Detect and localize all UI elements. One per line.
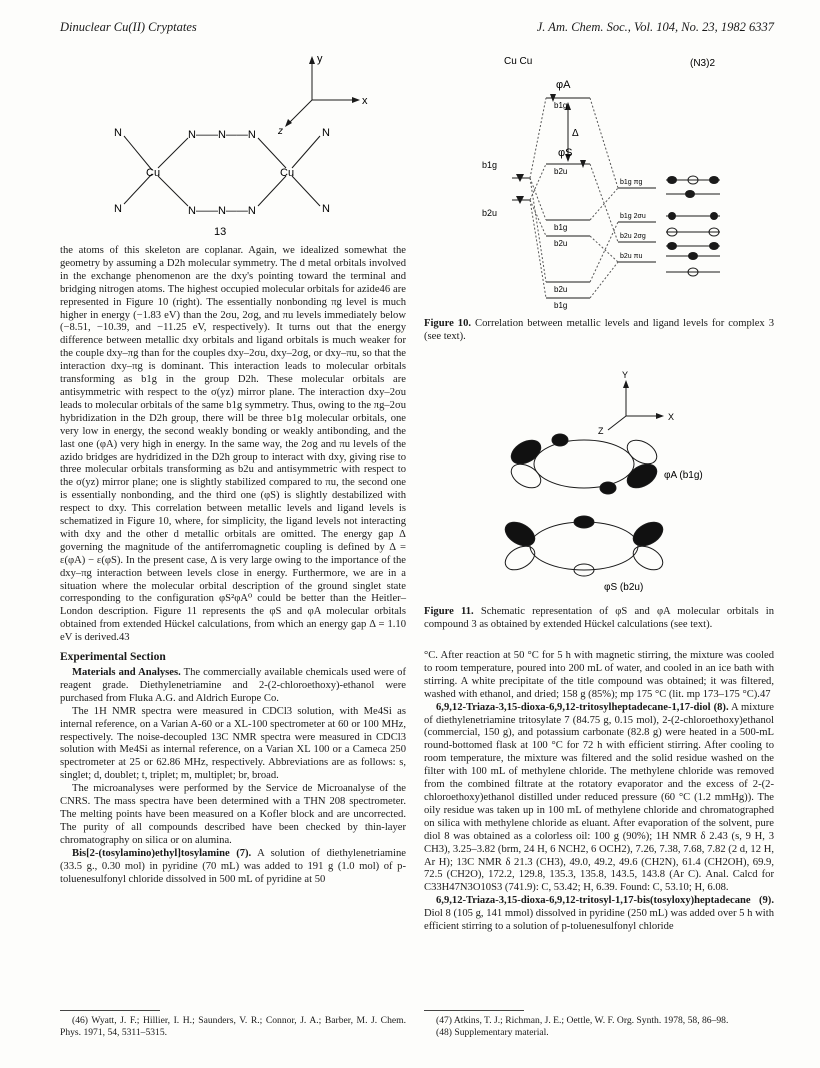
- section-title: Experimental Section: [60, 651, 166, 664]
- axis-z-label: z: [278, 126, 283, 137]
- phi-s-label: φS (b2u): [604, 582, 644, 593]
- body-paragraph: °C. After reaction at 50 °C for 5 h with magnetic stirring, the mixture was cooled to room temperature, poured into 200 mL of water, and cooled in an ice bath with stirring. A white precipitate of the title compound was obtained; it was filtered, washed with ethanol, and dried; 158 g (85%); mp 175 °C (lit. mp 173–175 °C).47: [424, 650, 774, 700]
- body-paragraph: [60, 848, 406, 887]
- running-header-right: J. Am. Chem. Soc., Vol. 104, No. 23, 1982 6337: [536, 20, 774, 34]
- ligand-label-b2u-2sg: b2u 2σg: [620, 233, 646, 240]
- metal-label-b2u: b2u: [482, 208, 498, 218]
- figure-10-caption: [424, 318, 774, 344]
- paragraph-text: Diol 8 (105 g, 141 mmol) dissolved in pyridine (250 mL) was added over 5 h with efficient stirring to a solution of p-toluenesulfonyl chloride: [424, 908, 774, 933]
- mo-label-b1g-top: b1g: [554, 101, 568, 110]
- label-cu-cu: Cu Cu: [504, 56, 533, 67]
- axis-x-label: x: [362, 95, 368, 107]
- mo-label-phi-s: φS: [558, 147, 573, 159]
- paragraph-text: The commercially available chemicals used were of reagent grade. Diethylenetriamine and 2-(2-chloroethoxy)-ethanol were purchased from Fluka A.G. and Aldrich Europe Co.: [60, 667, 406, 704]
- footnote-46: (46) Wyatt, J. F.; Hillier, I. H.; Saunders, V. R.; Connor, J. A.; Barber, M. J. Chem. Phys. 1971, 54, 5311–5315.: [60, 1015, 406, 1038]
- mo-label-b2u-mid: b2u: [554, 239, 568, 248]
- figure-11-caption: [424, 606, 774, 632]
- run-in-heading: 6,9,12-Triaza-3,15-dioxa-6,9,12-tritosyl-1,17-bis(tosyloxy)heptadecane (9).: [436, 895, 774, 907]
- body-paragraph: The microanalyses were performed by the Service de Microanalyse of the CNRS. The mass spectra have been determined with a THN 208 spectrometer. The melting points have been measured on a Kofler block and are uncorrected. The purity of all compounds described have been checked by thin-layer chromatography on silica or on alumina.: [60, 783, 406, 846]
- mo-label-b2u-low: b2u: [554, 285, 568, 294]
- running-header-left: Dinuclear Cu(II) Cryptates: [60, 20, 197, 34]
- mo-label-b1g-mid: b1g: [554, 223, 568, 232]
- run-in-heading: Materials and Analyses.: [72, 667, 181, 678]
- mo-label-b2u-upper: b2u: [554, 167, 568, 176]
- fig11-axis-x-label: X: [668, 412, 675, 422]
- left-column: [60, 245, 406, 886]
- azide-bridge-bottom: N——N——N: [188, 205, 256, 217]
- fig11-axis-y-label: Y: [622, 370, 629, 380]
- figure-11-diagram: [480, 370, 740, 596]
- run-in-heading: 6,9,12-Triaza-3,15-dioxa-6,9,12-tritosylheptadecane-1,17-diol (8).: [436, 701, 729, 713]
- footnote-rule: [424, 1010, 524, 1011]
- phi-a-label: φA (b1g): [664, 470, 703, 481]
- ligand-label-b2u-piu: b2u πu: [620, 253, 643, 260]
- footnotes-left: [60, 1010, 406, 1038]
- label-azide-pair: (N3)2: [690, 58, 716, 69]
- body-paragraph: [60, 667, 406, 706]
- paragraph-text: A solution of diethylenetriamine (33.5 g., 0.30 mol) in pyridine (70 mL) was added to 191 g (1.0 mol) of p-toluenesulfonyl chloride dissolved in 500 mL of pyridine at 50: [60, 847, 406, 885]
- footnotes-right: [424, 1010, 774, 1038]
- figure-10-caption-text: Correlation between metallic levels and ligand levels for complex 3 (see text).: [424, 318, 774, 342]
- atom-cu-left: Cu: [146, 167, 161, 179]
- right-column: [424, 650, 774, 934]
- run-in-heading: Bis[2-(tosylamino)ethyl]tosylamine (7).: [72, 847, 252, 859]
- paragraph-text: A mixture of diethylenetriamine tritosylate 7 (84.75 g, 0.15 mol), 2-(2-chloroethoxy)ethanol (commercial, 150 g), and potassium carbonate (82.8 g) were heated in a 500-mL round-bottomed flask at 100 °C for 72 h with efficient stirring. After cooling to room temperature, the mixture was filtered and the solid residue washed on the filter with 100 mL of methylene chloride. The methylene chloride was removed from the combined filtrate at the rotatory evaporator and the excess of 2-(2-chloroethoxy)ethanol distilled under reduced pressure (60 °C (1.2 mmHg)). The oily residue was taken up in 100 mL of methylene chloride and chromatographed on silica with methylene chloride as eluant. After evaporation of the solvent, pure diol 8 was obtained as a colorless oil: 100 g (90%); 1H NMR δ 2.43 (s, 9 H, 3 CH3), 3.25–3.82 (brm, 24 H, 6 NCH2, 6 OCH2), 7.26, 7.38, 7.68, 7.82 (2 d, 12 H, Ar H); 13C NMR δ 21.3 (CH3), 49.0, 49.2, 49.6 (CH2N), 61.4 (CH2OH), 69.9, 72.5 (CH2O), 172.2, 129.8, 135.3, 135.8, 143.5, 143.8 (Ar C). Anal. Calcd for C33H47N3O10S3 (741.9): C, 53.42; H, 6.39. Found: C, 53.10; H, 6.08.: [424, 701, 774, 894]
- axis-y-label: y: [317, 53, 323, 65]
- atom-n-terminal-tl: N: [114, 127, 122, 139]
- body-paragraph: [424, 702, 774, 896]
- metal-label-b1g: b1g: [482, 160, 498, 170]
- atom-n-terminal-br: N: [322, 203, 330, 215]
- structure-13-diagram: [100, 52, 380, 237]
- azide-bridge-top: N——N——N: [188, 129, 256, 141]
- mo-label-b1g-low: b1g: [554, 301, 568, 310]
- footnote-47: (47) Atkins, T. J.; Richman, J. E.; Oettle, W. F. Org. Synth. 1978, 58, 86–98.: [436, 1015, 729, 1026]
- fig11-axis-z-label: Z: [598, 426, 604, 436]
- body-paragraph: [424, 895, 774, 934]
- atom-n-terminal-tr: N: [322, 127, 330, 139]
- ligand-label-b1g-2su: b1g 2σu: [620, 213, 646, 220]
- figure-10-diagram: [480, 50, 740, 310]
- mo-label-phi-a: φA: [556, 79, 571, 91]
- figure-11-caption-text: Schematic representation of φS and φA molecular orbitals in compound 3 as obtained by extended Hückel calculations (see text).: [424, 606, 775, 630]
- atom-n-terminal-bl: N: [114, 203, 122, 215]
- compound-number: 13: [214, 226, 227, 238]
- figure-10-caption-label: Figure 10.: [424, 318, 472, 329]
- delta-label: Δ: [572, 128, 579, 139]
- body-paragraph: the atoms of this skeleton are coplanar. Again, we idealized somewhat the geometry by assuming a D2h molecular symmetry. The d metal orbitals involved in the exchange phenomenon are the dxy's pointing toward the terminal and bridging nitrogen atoms. The highest occupied molecular orbitals for azide46 are represented in Figure 10 (right). The essentially nonbonding πg level is much higher in energy (−1.83 eV) than the 2σu, 2σg, and πu levels immediately below (−8.51, −10.39, and −11.25 eV, respectively). It turns out that the energy difference between metallic dxy orbitals and ligand orbitals is much weaker for the couple dxy–πg than for the couples dxy–2σu, dxy–2σg, or dxy–πu, so that the interaction dxy–πg is dominant. This interaction leads to molecular orbitals transforming as b1g in the group D2h. These molecular orbitals are antisymmetric with respect to the σ(yz) mirror plane. The interaction dxy–2σu leads to molecular orbitals of the same b1g symmetry. Thus, owing to the πg–2σu hybridization in the D2h group, there will be three b1g molecular orbitals, one very low in energy, the second weakly bonding or weakly antibonding, and the last one (φA) very high in energy. In the same way, the 2σg and πu levels of the azido bridges are hydridized in the D2h group to interact with dxy, giving rise to three molecular orbitals transforming as b2u and antisymmetric with respect to the σ(yz) mirror plane; one is slightly stabilized compared to πu, the second one is essentially nonbonding, and the third one (φS) is slightly destabilized with respect to dxy. This correlation between metallic levels and ligand levels is schematized in Figure 10, where, for simplicity, the ligand levels not interacting with dxy and the other d metallic orbitals are omitted. The energy gap Δ governing the magnitude of the antiferromagnetic coupling is defined by Δ = ε(φA) − ε(φS). In the present case, Δ is very large owing to the importance of the dxy–πg interaction between levels close in energy. Furthermore, we are in a situation where the molecular orbital description of the ground singlet state corresponding to the configuration φS²φA⁰ could be better than the Heitler–London description. Figure 11 represents the φS and φA molecular orbitals obtained from extended Hückel calculations, from which an energy gap Δ = 1.10 eV is derived.43: [60, 245, 406, 644]
- footnote-48: (48) Supplementary material.: [436, 1026, 549, 1038]
- footnote-rule: [60, 1010, 160, 1011]
- atom-cu-right: Cu: [280, 167, 295, 179]
- ligand-label-b1g-pig: b1g πg: [620, 179, 643, 186]
- body-paragraph: The 1H NMR spectra were measured in CDCl3 solution, with Me4Si as internal reference, on a Varian A-60 or a XL-100 spectrometer at 60 or 100 MHz, respectively. The noise-decoupled 13C NMR spectra were measured in CDCl3 solution with Me4Si as internal reference, on a Varian XL 100 or a Cameca 250 spectrometer at 25 or 62.86 MHz, respectively. Abbreviations are as follows: s, singlet; d, doublet; t, triplet; m, multiplet; br, broad.: [60, 705, 406, 782]
- figure-11-caption-label: Figure 11.: [424, 606, 474, 617]
